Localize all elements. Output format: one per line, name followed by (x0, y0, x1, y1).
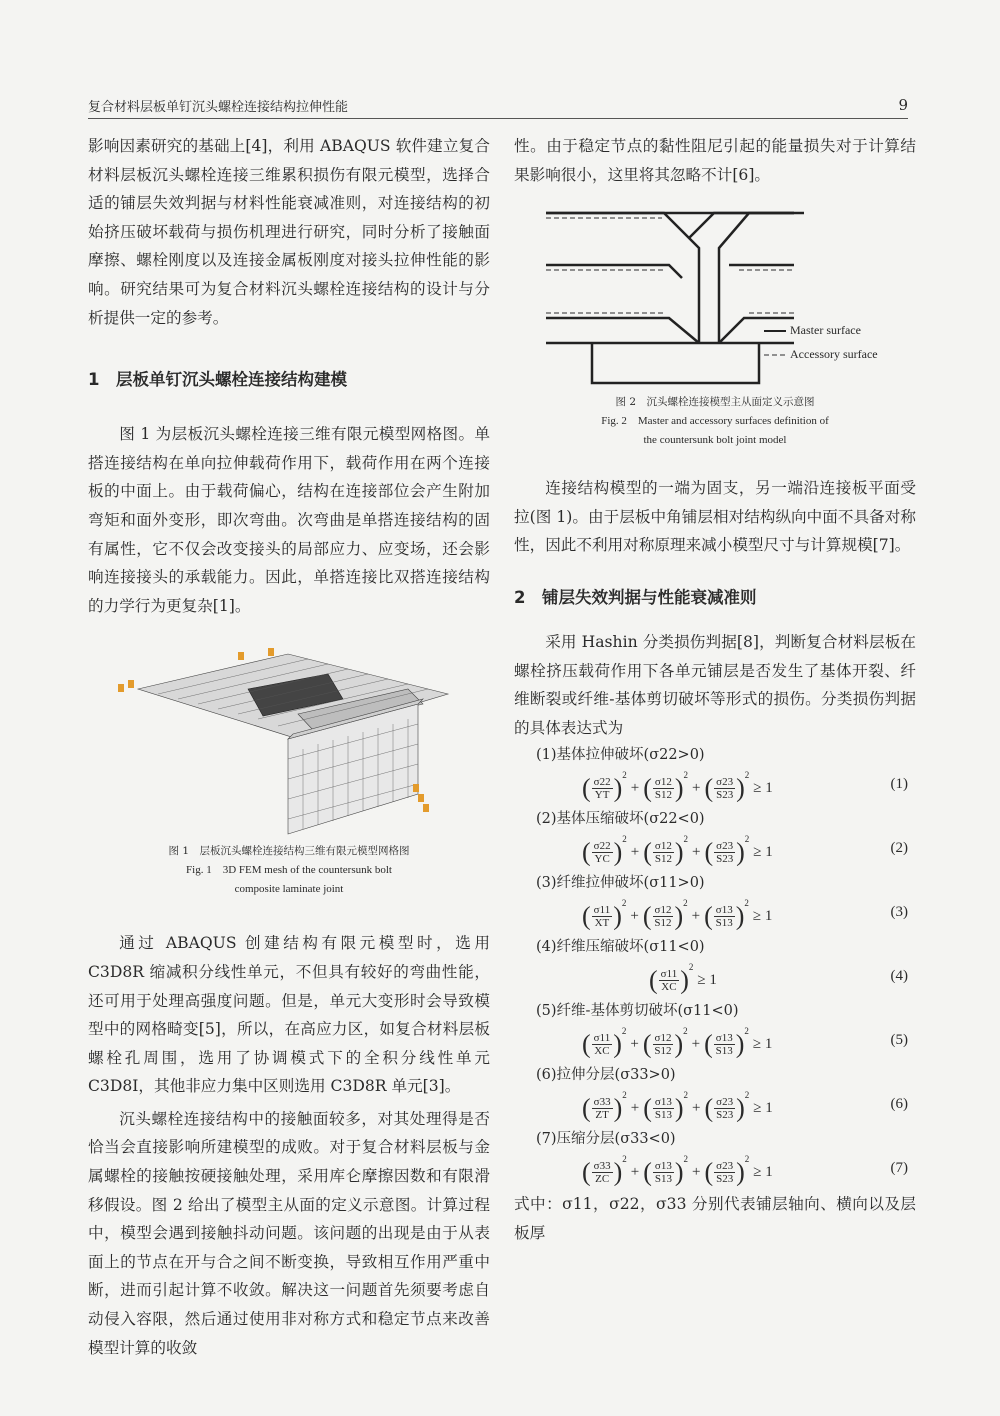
fraction (653, 1160, 674, 1185)
exponent: 2 (621, 1026, 627, 1037)
denominator: S13 (654, 1109, 672, 1122)
page-number: 9 (898, 96, 908, 114)
eq-number: (2) (890, 840, 908, 857)
paren: ) (735, 1029, 745, 1059)
paren: ) (613, 901, 622, 931)
plus-sign: + (630, 1036, 639, 1053)
eq-number: (4) (890, 968, 908, 985)
equation-4 (514, 960, 916, 998)
inequality: ≥ 1 (697, 972, 717, 989)
criterion-7: (7)压缩分层(σ33<0) (536, 1131, 676, 1148)
denominator: S12 (654, 1045, 672, 1058)
paren: ( (642, 1029, 652, 1059)
numerator: σ22 (593, 776, 611, 789)
fraction (592, 776, 613, 801)
exponent: 2 (683, 1090, 689, 1101)
numerator: σ12 (654, 1032, 672, 1045)
equation-1 (514, 768, 916, 806)
exponent: 2 (683, 770, 689, 781)
fraction (592, 904, 613, 929)
denominator: ZT (595, 1109, 609, 1122)
numerator: σ13 (715, 1032, 733, 1045)
paren: ( (704, 1157, 714, 1187)
paragraph: 通过 ABAQUS 创建结构有限元模型时，选用 C3D8R 缩减积分线性单元，不但具有较好的弯曲性能，还可用于处理高强度问题。但是，单元大变形时会导致模型中的网格畸变[5]，所以，在高应力区，如复合材料层板螺栓孔周围，选用了协调模式下的全积分线性单元 C3D8I，其他非应力集中区则选用 C3D8R 单元[3]。 (88, 934, 490, 1096)
denominator: S23 (716, 1109, 734, 1122)
denominator: XC (594, 1045, 610, 1058)
denominator: ZC (595, 1173, 610, 1186)
paren: ) (736, 773, 745, 803)
figure-2 (514, 203, 916, 393)
exponent: 2 (744, 1154, 750, 1165)
eq-number: (5) (890, 1032, 908, 1049)
paren: ) (674, 1093, 684, 1123)
plus-sign: + (692, 780, 701, 797)
exponent: 2 (744, 898, 749, 909)
plus-sign: + (630, 780, 640, 797)
eq-body (582, 898, 776, 930)
paren: ( (582, 837, 591, 867)
plus-sign: + (630, 844, 640, 861)
legend-accessory: Accessory surface (790, 347, 878, 362)
paren: ( (582, 773, 591, 803)
inequality: ≥ 1 (752, 908, 773, 925)
fraction (653, 1032, 674, 1057)
paren: ( (643, 1157, 652, 1187)
numerator: σ12 (654, 904, 672, 917)
fraction (653, 904, 674, 929)
paren: ) (736, 837, 745, 867)
numerator: σ33 (593, 1096, 611, 1109)
paren: ( (642, 901, 652, 931)
paren: ( (643, 773, 652, 803)
denominator: S13 (715, 917, 733, 930)
fem-mesh-figure (88, 644, 490, 842)
paren: ) (613, 1093, 623, 1123)
paren: ) (735, 901, 745, 931)
right-column (514, 132, 916, 1248)
paragraph: 采用 Hashin 分类损伤判据[8]，判断复合材料层板在螺栓挤压载荷作用下各单元铺层是否发生了基体开裂、纤维断裂或纤维-基体剪切破坏等形式的损伤。分类损伤判据的具体表达式为 (514, 632, 916, 737)
exponent: 2 (622, 1090, 627, 1101)
paren: ) (736, 1157, 745, 1187)
paren: ( (643, 837, 652, 867)
exponent: 2 (688, 962, 694, 973)
equation-5 (514, 1024, 916, 1062)
fraction (714, 1160, 735, 1185)
equation-7 (514, 1152, 916, 1190)
paren: ) (613, 1029, 622, 1059)
inequality: ≥ 1 (752, 1036, 773, 1053)
eq-body (649, 962, 721, 994)
fraction (592, 1032, 613, 1057)
section-heading-2: 2 铺层失效判据与性能衰减准则 (514, 587, 757, 607)
eq-body (582, 834, 777, 866)
exponent: 2 (683, 1154, 689, 1165)
paragraph: 式中：σ11，σ22，σ33 分别代表铺层轴向、横向以及层板厚 (514, 1195, 916, 1242)
paren: ) (613, 773, 623, 803)
paren: ) (674, 901, 684, 931)
numerator: σ33 (593, 1160, 611, 1173)
paren: ( (649, 965, 658, 995)
fraction (592, 1160, 613, 1185)
eq-body (582, 770, 777, 802)
figure-2-caption (514, 393, 916, 450)
exponent: 2 (622, 1154, 627, 1165)
fraction (714, 776, 735, 801)
denominator: S23 (716, 789, 734, 802)
numerator: σ23 (716, 1160, 734, 1173)
paragraph: 图 1 为层板沉头螺栓连接三维有限元模型网格图。单搭连接结构在单向拉伸载荷作用下，载荷作用在两个连接板的中面上。由于载荷偏心，结构在连接部位会产生附加弯矩和面外变形，即次弯曲。次弯曲是单搭连接结构的固有属性，它不仅会改变接头的局部应力、应变场，还会影响连接接头的承载能力。因此，单搭连接比双搭连接结构的力学行为更复杂[1]。 (88, 425, 490, 615)
eq-number: (3) (890, 904, 908, 921)
exponent: 2 (622, 770, 627, 781)
paragraph: 沉头螺栓连接结构中的接触面较多，对其处理得是否恰当会直接影响所建模型的成败。对于复合材料层板与金属螺栓的接触按硬接触处理，采用库仑摩擦因数和有限滑移假设。图 2 给出了模型主从面的定义示意图。计算过程中，模型会遇到接触抖动问题。该问题的出现是由于从表面上的节点在开与合之间不断变换，导致相互作用严重中断，进而引起计算不收敛。解决这一问题首先须要考虑自动侵入容限，然后通过使用非对称方式和稳定节点来改善模型计算的收敛 (88, 1109, 490, 1357)
caption-en: Fig. 2 Master and accessory surfaces definition of (601, 415, 829, 428)
numerator: σ13 (654, 1096, 672, 1109)
denominator: S23 (716, 853, 734, 866)
fraction (714, 840, 735, 865)
denominator: S12 (654, 789, 672, 802)
paren: ) (674, 837, 684, 867)
inequality: ≥ 1 (753, 780, 773, 797)
paren: ) (613, 837, 623, 867)
eq-number: (7) (890, 1160, 908, 1177)
numerator: σ23 (716, 776, 734, 789)
equation-3 (514, 896, 916, 934)
caption-en: Fig. 1 3D FEM mesh of the countersunk bolt (186, 864, 392, 877)
eq-number: (6) (890, 1096, 908, 1113)
paren: ( (582, 1093, 591, 1123)
eq-body (582, 1090, 777, 1122)
denominator: S13 (715, 1045, 733, 1058)
paren: ( (643, 1093, 652, 1123)
header-rule (88, 118, 908, 119)
paren: ) (674, 773, 684, 803)
criterion-1: (1)基体拉伸破坏(σ22>0) (536, 747, 705, 764)
exponent: 2 (744, 834, 750, 845)
exponent: 2 (744, 770, 750, 781)
left-column (88, 132, 490, 1362)
denominator: S23 (716, 1173, 734, 1186)
fraction (659, 968, 680, 993)
inequality: ≥ 1 (753, 844, 773, 861)
figure-1 (88, 644, 490, 842)
inequality: ≥ 1 (753, 1164, 773, 1181)
caption-cn: 图 1 层板沉头螺栓连接结构三维有限元模型网格图 (168, 845, 410, 858)
numerator: σ11 (660, 968, 678, 981)
paren: ( (582, 1029, 591, 1059)
numerator: σ13 (654, 1160, 672, 1173)
paren: ( (704, 1093, 714, 1123)
paren: ( (704, 773, 714, 803)
caption-en: composite laminate joint (234, 883, 344, 896)
paren: ( (704, 901, 713, 931)
fraction (714, 904, 735, 929)
figure-1-caption (88, 842, 490, 899)
inequality: ≥ 1 (753, 1100, 773, 1117)
header-title: 复合材料层板单钉沉头螺栓连接结构拉伸性能 (88, 100, 349, 115)
paren: ) (680, 965, 689, 995)
fraction (714, 1032, 735, 1057)
caption-cn: 图 2 沉头螺栓连接模型主从面定义示意图 (615, 396, 815, 409)
exponent: 2 (683, 898, 688, 909)
plus-sign: + (630, 1100, 640, 1117)
criterion-2: (2)基体压缩破坏(σ22<0) (536, 811, 705, 828)
numerator: σ23 (716, 1096, 734, 1109)
denominator: YT (594, 789, 610, 802)
denominator: S12 (654, 853, 672, 866)
exponent: 2 (744, 1026, 749, 1037)
numerator: σ11 (593, 904, 611, 917)
paren: ) (613, 1157, 623, 1187)
fraction (714, 1096, 735, 1121)
exponent: 2 (622, 834, 627, 845)
plus-sign: + (691, 908, 701, 925)
equation-2 (514, 832, 916, 870)
exponent: 2 (744, 1090, 750, 1101)
plus-sign: + (692, 1100, 701, 1117)
denominator: S13 (654, 1173, 672, 1186)
paragraph: 性。由于稳定节点的黏性阻尼引起的能量损失对于计算结果影响很小，这里将其忽略不计[6]。 (514, 137, 916, 184)
numerator: σ12 (654, 776, 672, 789)
plus-sign: + (692, 844, 701, 861)
numerator: σ22 (593, 840, 611, 853)
fraction (653, 1096, 674, 1121)
exponent: 2 (621, 898, 627, 909)
paren: ) (674, 1157, 684, 1187)
legend-master: Master surface (790, 323, 861, 338)
running-header (88, 96, 908, 118)
numerator: σ11 (593, 1032, 611, 1045)
plus-sign: + (692, 1164, 701, 1181)
paren: ( (704, 1029, 713, 1059)
denominator: S12 (654, 917, 672, 930)
eq-number: (1) (890, 776, 908, 793)
section-heading-1: 1 层板单钉沉头螺栓连接结构建模 (88, 370, 347, 390)
criterion-5: (5)纤维-基体剪切破坏(σ11<0) (536, 1003, 739, 1020)
plus-sign: + (630, 908, 639, 925)
denominator: YC (594, 853, 610, 866)
criterion-3: (3)纤维拉伸破坏(σ11>0) (536, 875, 705, 892)
paren: ) (736, 1093, 745, 1123)
eq-body (582, 1154, 777, 1186)
equation-6 (514, 1088, 916, 1126)
denominator: XC (661, 981, 677, 994)
eq-body (582, 1026, 776, 1058)
fraction (653, 776, 674, 801)
plus-sign: + (630, 1164, 640, 1181)
caption-en: the countersunk bolt joint model (643, 434, 787, 447)
paragraph: 影响因素研究的基础上[4]，利用 ABAQUS 软件建立复合材料层板沉头螺栓连接三维累积损伤有限元模型，选择合适的铺层失效判据与材料性能衰减准则，对连接结构的初始挤压破坏载荷与损伤机理进行研究，同时分析了接触面摩擦、螺栓刚度以及连接金属板刚度对接头拉伸性能的影响。研究结果可为复合材料沉头螺栓连接结构的设计与分析提供一定的参考。 (88, 137, 490, 327)
numerator: σ13 (715, 904, 733, 917)
numerator: σ12 (654, 840, 672, 853)
master-accessory-diagram (514, 203, 916, 393)
exponent: 2 (683, 1026, 688, 1037)
paren: ( (582, 901, 591, 931)
criterion-4: (4)纤维压缩破坏(σ11<0) (536, 939, 705, 956)
fraction (653, 840, 674, 865)
paren: ( (582, 1157, 591, 1187)
fraction (592, 840, 613, 865)
plus-sign: + (691, 1036, 701, 1053)
paren: ( (704, 837, 714, 867)
exponent: 2 (683, 834, 689, 845)
paren: ) (674, 1029, 684, 1059)
fraction (592, 1096, 613, 1121)
numerator: σ23 (716, 840, 734, 853)
denominator: XT (594, 917, 610, 930)
criterion-6: (6)拉伸分层(σ33>0) (536, 1067, 676, 1084)
paragraph: 连接结构模型的一端为固支，另一端沿连接板平面受拉(图 1)。由于层板中角铺层相对结构纵向中面不具备对称性，因此不利用对称原理来减小模型尺寸与计算规模[7]。 (514, 479, 916, 555)
